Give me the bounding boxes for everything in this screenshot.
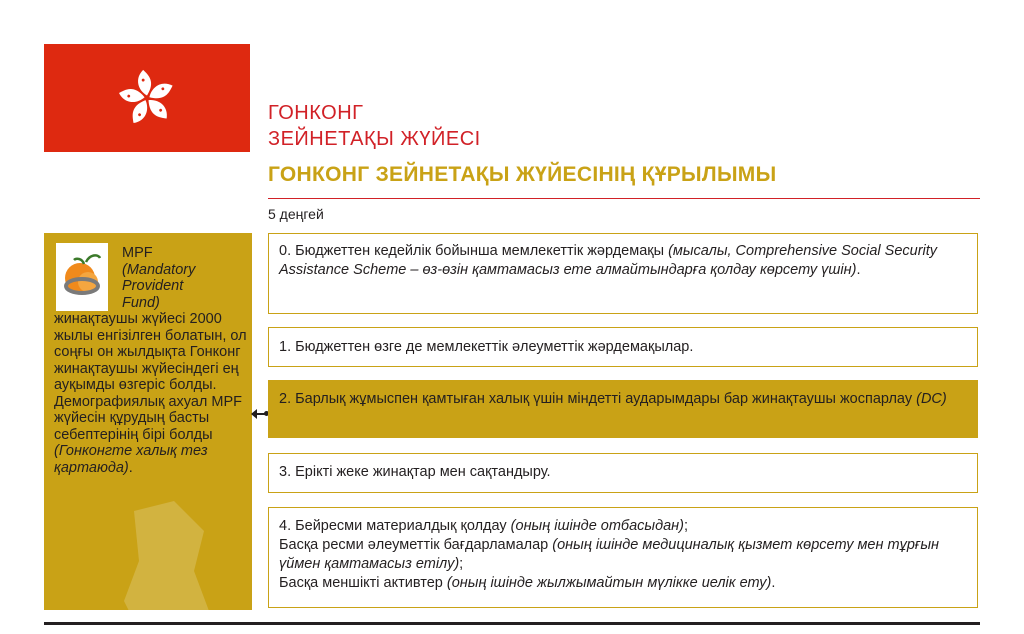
arrow-left-icon (251, 409, 257, 419)
level-4-box (268, 507, 978, 608)
level-4-line3-italic: (оның ішінде жылжымайтын мүлікке иелік ету) (446, 575, 772, 591)
mpf-description (54, 245, 250, 476)
level-2-text: 2. Барлық жұмыспен қамтыған халық үшін міндетті аударымдары бар жинақтаушы жоспарлау (279, 391, 913, 407)
level-4-line1-end: ; (683, 518, 688, 534)
section-subtitle: ГОНКОНГ ЗЕЙНЕТАҚЫ ЖҮЙЕСІНІҢ ҚҰРЫЛЫМЫ (268, 163, 777, 186)
mpf-full-name-2: Provident (122, 278, 184, 294)
level-4-line2-italic: (оның ішінде медициналық қызмет көрсету мен тұрғын үймен қамтамасыз етілу) (279, 537, 940, 572)
level-0-italic: (мысалы, Comprehensive Social Security Assistance Scheme – өз-өзін қамтамасыз ете алмайтындарға қолдау көрсету үшін) (279, 243, 938, 278)
level-0-box (268, 233, 978, 314)
mpf-full-name-1: (Mandatory (122, 261, 196, 278)
mpf-body-italic: (Гонконгте халық тез қартаюда) (54, 443, 208, 476)
level-1-box (268, 327, 978, 367)
level-2-box (268, 380, 978, 438)
mpf-acronym: MPF (122, 245, 153, 261)
level-1-text: 1. Бюджеттен өзге де мемлекеттік әлеуметтік жәрдемақылар. (279, 339, 694, 355)
hong-kong-flag (44, 44, 250, 152)
bauhinia-icon (115, 66, 179, 130)
title-line-2: ЗЕЙНЕТАҚЫ ЖҮЙЕСІ (268, 128, 481, 150)
title-line-1: ГОНКОНГ (268, 102, 364, 124)
mpf-full-name-3: Fund) (122, 294, 160, 311)
mpf-body-end: . (128, 459, 133, 476)
level-4-line3: Басқа меншікті активтер (279, 575, 443, 591)
levels-count-label: 5 деңгей (268, 206, 324, 222)
level-4-line1: 4. Бейресми материалдық қолдау (279, 518, 507, 534)
level-3-box (268, 453, 978, 493)
level-2-italic: (DC) (916, 391, 947, 407)
level-0-end: . (856, 262, 861, 278)
level-4-line2: Басқа ресми әлеуметтік бағдарламалар (279, 537, 549, 553)
level-3-text: 3. Ерікті жеке жинақтар мен сақтандыру. (279, 464, 551, 480)
mpf-sidebar (44, 233, 252, 610)
level-4-line3-end: . (771, 575, 776, 591)
level-4-line2-end: ; (459, 556, 464, 572)
map-silhouette-icon (114, 501, 214, 610)
bottom-divider (44, 622, 980, 625)
mpf-body-text: жинақтаушы жүйесі 2000 жылы енгізілген болатын, ол соңғы он жылдықта Гонконг жинақтаушы жүйесіндегі ең ауқымды өзгеріс болды. Демографиялық ахуал MPF жүйесін құрудың басты себептерінің бірі болды (54, 311, 247, 443)
level-0-text: 0. Бюджеттен кедейлік бойынша мемлекеттік жәрдемақы (279, 243, 665, 259)
red-divider (268, 198, 980, 199)
level-4-line1-italic: (оның ішінде отбасыдан) (510, 518, 684, 534)
